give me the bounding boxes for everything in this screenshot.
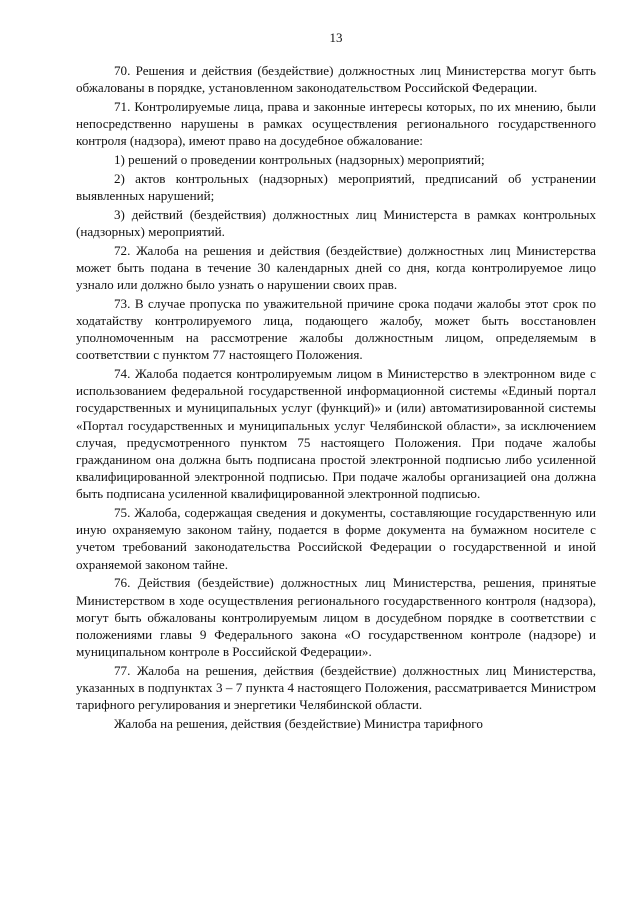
paragraph-continued: Жалоба на решения, действия (бездействие) Министра тарифного: [114, 716, 483, 732]
paragraph-72: 72. Жалоба на решения и действия (бездействие) должностных лиц Министерства может быть подана в течение 30 календарных дней со дня, когда контролируемое лицо узнало или должно было узнать о нарушении своих прав.: [76, 242, 596, 292]
list-item-1: 1) решений о проведении контрольных (надзорных) мероприятий;: [114, 152, 485, 168]
paragraph-76: 76. Действия (бездействие) должностных лиц Министерства, решения, принятые Министерством в ходе осуществления регионального государственного контроля (надзора), могут быть обжалованы контролируемым лицом в досудебном порядке в соответствии с положениями главы 9 Федерального закона «О государственном контроле (надзоре) и муниципальном контроле в Российской Федерации».: [76, 575, 596, 660]
paragraph-77: 77. Жалоба на решения, действия (бездействие) должностных лиц Министерства, указанных в подпунктах 3 – 7 пункта 4 настоящего Положения, рассматривается Министром тарифного регулирования и энергетики Челябинской области.: [76, 662, 596, 713]
paragraph-74: 74. Жалоба подается контролируемым лицом в Министерство в электронном виде с использованием федеральной государственной информационной системы «Единый портал государственных и муниципальных услуг (функций)» и (или) автоматизированной системы «Портал государственных и муниципальных услуг Челябинской области», за исключением случая, предусмотренного пунктом 75 настоящего Положения. При подаче жалобы гражданином она должна быть подписана простой электронной подписью либо усиленной квалифицированной электронной подписью. При подаче жалобы организацией она должна быть подписана усиленной квалифицированной электронной подписью.: [76, 365, 596, 502]
paragraph-71: 71. Контролируемые лица, права и законные интересы которых, по их мнению, были непосредственно нарушены в рамках осуществления регионального государственного контроля (надзора), имеют право на досудебное обжалование:: [76, 98, 596, 149]
paragraph-75: 75. Жалоба, содержащая сведения и документы, составляющие государственную или иную охраняемую законом тайну, подается в форме документа на бумажном носителе с учетом требований законодательства Российской Федерации о государственной и иной охраняемой законом тайне.: [76, 505, 596, 572]
page-number: 13: [329, 30, 343, 45]
paragraph-70: 70. Решения и действия (бездействие) должностных лиц Министерства могут быть обжалованы в порядке, установленном законодательством Российской Федерации.: [76, 63, 596, 96]
list-item-2: 2) актов контрольных (надзорных) мероприятий, предписаний об устранении выявленных нарушений;: [76, 170, 596, 203]
list-item-3: 3) действий (бездействия) должностных лиц Министерста в рамках контрольных (надзорных) мероприятий.: [76, 206, 596, 239]
paragraph-73: 73. В случае пропуска по уважительной причине срока подачи жалобы этот срок по ходатайству контролируемого лица, подающего жалобу, может быть восстановлен уполномоченным на рассмотрение жалобы должностным лицом, определяемым в соответствии с пунктом 77 настоящего Положения.: [76, 295, 596, 363]
